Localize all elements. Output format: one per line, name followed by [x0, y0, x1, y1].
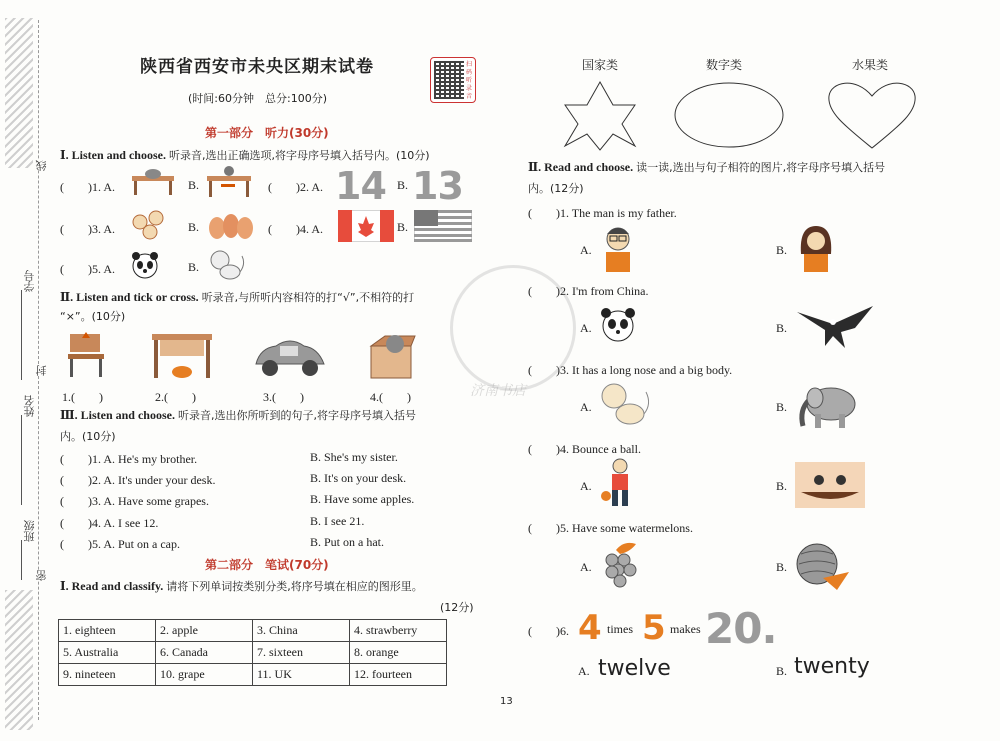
word-cell: 11. UK — [253, 664, 350, 686]
apples-icon — [128, 208, 172, 242]
name-label: 姓名 — [23, 395, 36, 417]
boy-bouncing-ball-icon — [598, 458, 642, 508]
ellipse-shape[interactable] — [673, 80, 785, 150]
p2-s2-q1-b: B. — [776, 243, 788, 257]
seal-xian: 线 — [35, 160, 48, 171]
p1-s1-q1: ( )1. A. — [60, 180, 115, 194]
word-cell: 10. grape — [156, 664, 253, 686]
p2-s2-q5: ( )5. Have some watermelons. — [528, 521, 693, 535]
p1-s1-heading — [60, 146, 430, 165]
p1-s3-q4-b: B. I see 21. — [310, 514, 365, 528]
p2-s1-score: (12分) — [440, 601, 474, 614]
grapes-icon — [598, 540, 642, 594]
id-label: 学号 — [23, 270, 36, 292]
word-cell: 8. orange — [350, 642, 447, 664]
panda-icon — [128, 248, 162, 282]
p2-s2-q2: ( )2. I'm from China. — [528, 284, 649, 298]
rowing-boat-icon — [795, 462, 865, 508]
desk-with-cap-under-icon — [150, 330, 214, 382]
category-countries-label: 国家类 — [582, 58, 619, 72]
q6-option-a: A. — [578, 664, 590, 678]
p1-s3-q4-a: ( )4. A. I see 12. — [60, 516, 159, 530]
word-cell: 9. nineteen — [59, 664, 156, 686]
p1-s1-q5: ( )5. A. — [60, 262, 115, 276]
p2-s2-instr: 读一读,选出与句子相符的图片,将字母序号填入括号 — [636, 161, 886, 174]
qr-pattern — [434, 61, 464, 99]
p2-s1-heading-en: Ⅰ. Read and classify. — [60, 579, 164, 593]
q6-option-b: B. — [776, 664, 788, 678]
exam-title: 陕西省西安市未央区期末试卷 — [140, 57, 374, 77]
pears-icon — [205, 208, 255, 242]
p1-s2-item1: 1.( ) — [62, 390, 103, 404]
p2-s2-q5-b: B. — [776, 560, 788, 574]
number-20: 20. — [705, 604, 777, 653]
part1-title: 第一部分 听力(30分) — [205, 126, 329, 140]
category-fruits-label: 水果类 — [852, 58, 889, 72]
table-row — [59, 620, 447, 642]
p2-s2-q1-a: A. — [580, 243, 592, 257]
word-cell: 4. strawberry — [350, 620, 447, 642]
binding-hatch-bottom — [5, 590, 33, 730]
word-cell: 5. Australia — [59, 642, 156, 664]
class-underline — [21, 540, 23, 580]
times-word: times — [607, 622, 633, 636]
p1-s3-q1-b: B. She's my sister. — [310, 450, 398, 464]
word-cell: 7. sixteen — [253, 642, 350, 664]
p1-s3-q1-a: ( )1. A. He's my brother. — [60, 452, 198, 466]
p2-s2-q4-a: A. — [580, 479, 592, 493]
p2-s2-heading — [528, 158, 885, 177]
p2-s2-q3-a: A. — [580, 400, 592, 414]
p1-s3-q2-b: B. It's on your desk. — [310, 471, 407, 485]
seal-mi: 密 — [35, 570, 48, 581]
qr-code[interactable] — [430, 57, 476, 103]
p1-s2-heading — [60, 288, 414, 307]
p1-s3-heading-en: Ⅲ. Listen and choose. — [60, 408, 175, 422]
p2-s2-q4-b: B. — [776, 479, 788, 493]
word-cell: 6. Canada — [156, 642, 253, 664]
p2-s2-q2-a: A. — [580, 321, 592, 335]
qr-label: 扫码听录音 — [466, 61, 473, 100]
table-row — [59, 642, 447, 664]
binding-hatch-top — [5, 18, 33, 168]
box-with-ball-icon — [365, 330, 417, 382]
word-cell: 12. fourteen — [350, 664, 447, 686]
watermark-seal — [450, 265, 576, 391]
elephant-icon — [795, 380, 859, 430]
makes-word: makes — [670, 622, 701, 636]
p1-s3-q3-b: B. Have some apples. — [310, 492, 415, 506]
watermark-text: 济南书店 — [470, 383, 526, 399]
p2-s2-q3: ( )3. It has a long nose and a big body. — [528, 363, 733, 377]
desk-with-cap-icon — [128, 168, 178, 196]
page-number: 13 — [500, 696, 513, 707]
p2-s2-q1: ( )1. The man is my father. — [528, 206, 677, 220]
part2-title: 第二部分 笔试(70分) — [205, 558, 329, 572]
p2-s2-heading-en: Ⅱ. Read and choose. — [528, 160, 634, 174]
p1-s3-instr: 听录音,选出你所听到的句子,将字母序号填入括号 — [177, 409, 416, 422]
word-cell: 3. China — [253, 620, 350, 642]
p1-s1-q4: ( )4. A. — [268, 222, 323, 236]
q6-option-a-text: twelve — [598, 656, 671, 681]
p1-s1-q2-b: B. — [397, 178, 409, 192]
chair-under-desk-icon — [205, 166, 253, 198]
p1-s2-heading-en: Ⅱ. Listen and tick or cross. — [60, 290, 199, 304]
p1-s3-instr2: 内。(10分) — [60, 430, 116, 443]
heart-shape[interactable] — [825, 78, 919, 152]
id-underline — [21, 290, 23, 380]
man-with-glasses-icon — [598, 224, 638, 272]
seal-feng: 封 — [35, 365, 48, 376]
p1-s1-instr: 听录音,选出正确选项,将字母序号填入括号内。(10分) — [168, 149, 430, 162]
word-cell: 2. apple — [156, 620, 253, 642]
q6-option-b-text: twenty — [794, 654, 870, 679]
exam-subtitle: (时间:60分钟 总分:100分) — [188, 92, 327, 105]
p1-s3-q2-a: ( )2. A. It's under your desk. — [60, 473, 216, 487]
p2-s2-q2-b: B. — [776, 321, 788, 335]
canada-flag-icon — [338, 210, 394, 242]
category-numbers-label: 数字类 — [706, 58, 743, 72]
usa-flag-icon — [414, 210, 472, 242]
p1-s2-item3: 3.( ) — [263, 390, 304, 404]
p1-s1-heading-en: Ⅰ. Listen and choose. — [60, 148, 166, 162]
p1-s1-q1-b: B. — [188, 178, 200, 192]
p2-s2-q4: ( )4. Bounce a ball. — [528, 442, 641, 456]
p1-s2-item4: 4.( ) — [370, 390, 411, 404]
word-table — [58, 619, 447, 686]
p1-s2-item2: 2.( ) — [155, 390, 196, 404]
panda-icon — [598, 304, 638, 348]
number-13: 13 — [412, 164, 463, 208]
p1-s1-q3-b: B. — [188, 220, 200, 234]
table-row — [59, 664, 447, 686]
name-underline — [21, 415, 23, 505]
word-cell: 1. eighteen — [59, 620, 156, 642]
p1-s1-q3: ( )3. A. — [60, 222, 115, 236]
p1-s3-heading — [60, 406, 416, 425]
woman-icon — [795, 224, 837, 272]
p2-s2-q5-a: A. — [580, 560, 592, 574]
number-4-figure: 4 — [578, 608, 602, 648]
p2-s1-heading — [60, 577, 423, 596]
monkey-icon — [206, 248, 246, 282]
p1-s2-instr: 听录音,与所听内容相符的打“√”,不相符的打 — [201, 291, 415, 304]
p1-s3-q5-a: ( )5. A. Put on a cap. — [60, 537, 180, 551]
p1-s1-q5-b: B. — [188, 260, 200, 274]
monkey-icon — [598, 380, 654, 428]
p1-s3-q5-b: B. Put on a hat. — [310, 535, 384, 549]
p1-s1-q4-b: B. — [397, 220, 409, 234]
car-icon — [250, 330, 330, 382]
chair-with-bag-icon — [62, 330, 110, 380]
p1-s3-q3-a: ( )3. A. Have some grapes. — [60, 494, 209, 508]
p2-s2-q3-b: B. — [776, 400, 788, 414]
watermelon-icon — [793, 540, 853, 592]
p1-s2-instr2: “×”。(10分) — [60, 310, 126, 323]
p2-s1-instr: 请将下列单词按类别分类,将序号填在相应的图形里。 — [166, 580, 423, 593]
p1-s1-q2: ( )2. A. — [268, 180, 323, 194]
p2-s2-instr2: 内。(12分) — [528, 182, 584, 195]
star-shape[interactable] — [563, 78, 637, 152]
p2-s2-q6: ( )6. — [528, 624, 569, 638]
number-5-figure: 5 — [642, 608, 666, 648]
number-14: 14 — [335, 164, 386, 208]
eagle-icon — [795, 302, 875, 350]
class-label: 班级 — [23, 520, 36, 542]
